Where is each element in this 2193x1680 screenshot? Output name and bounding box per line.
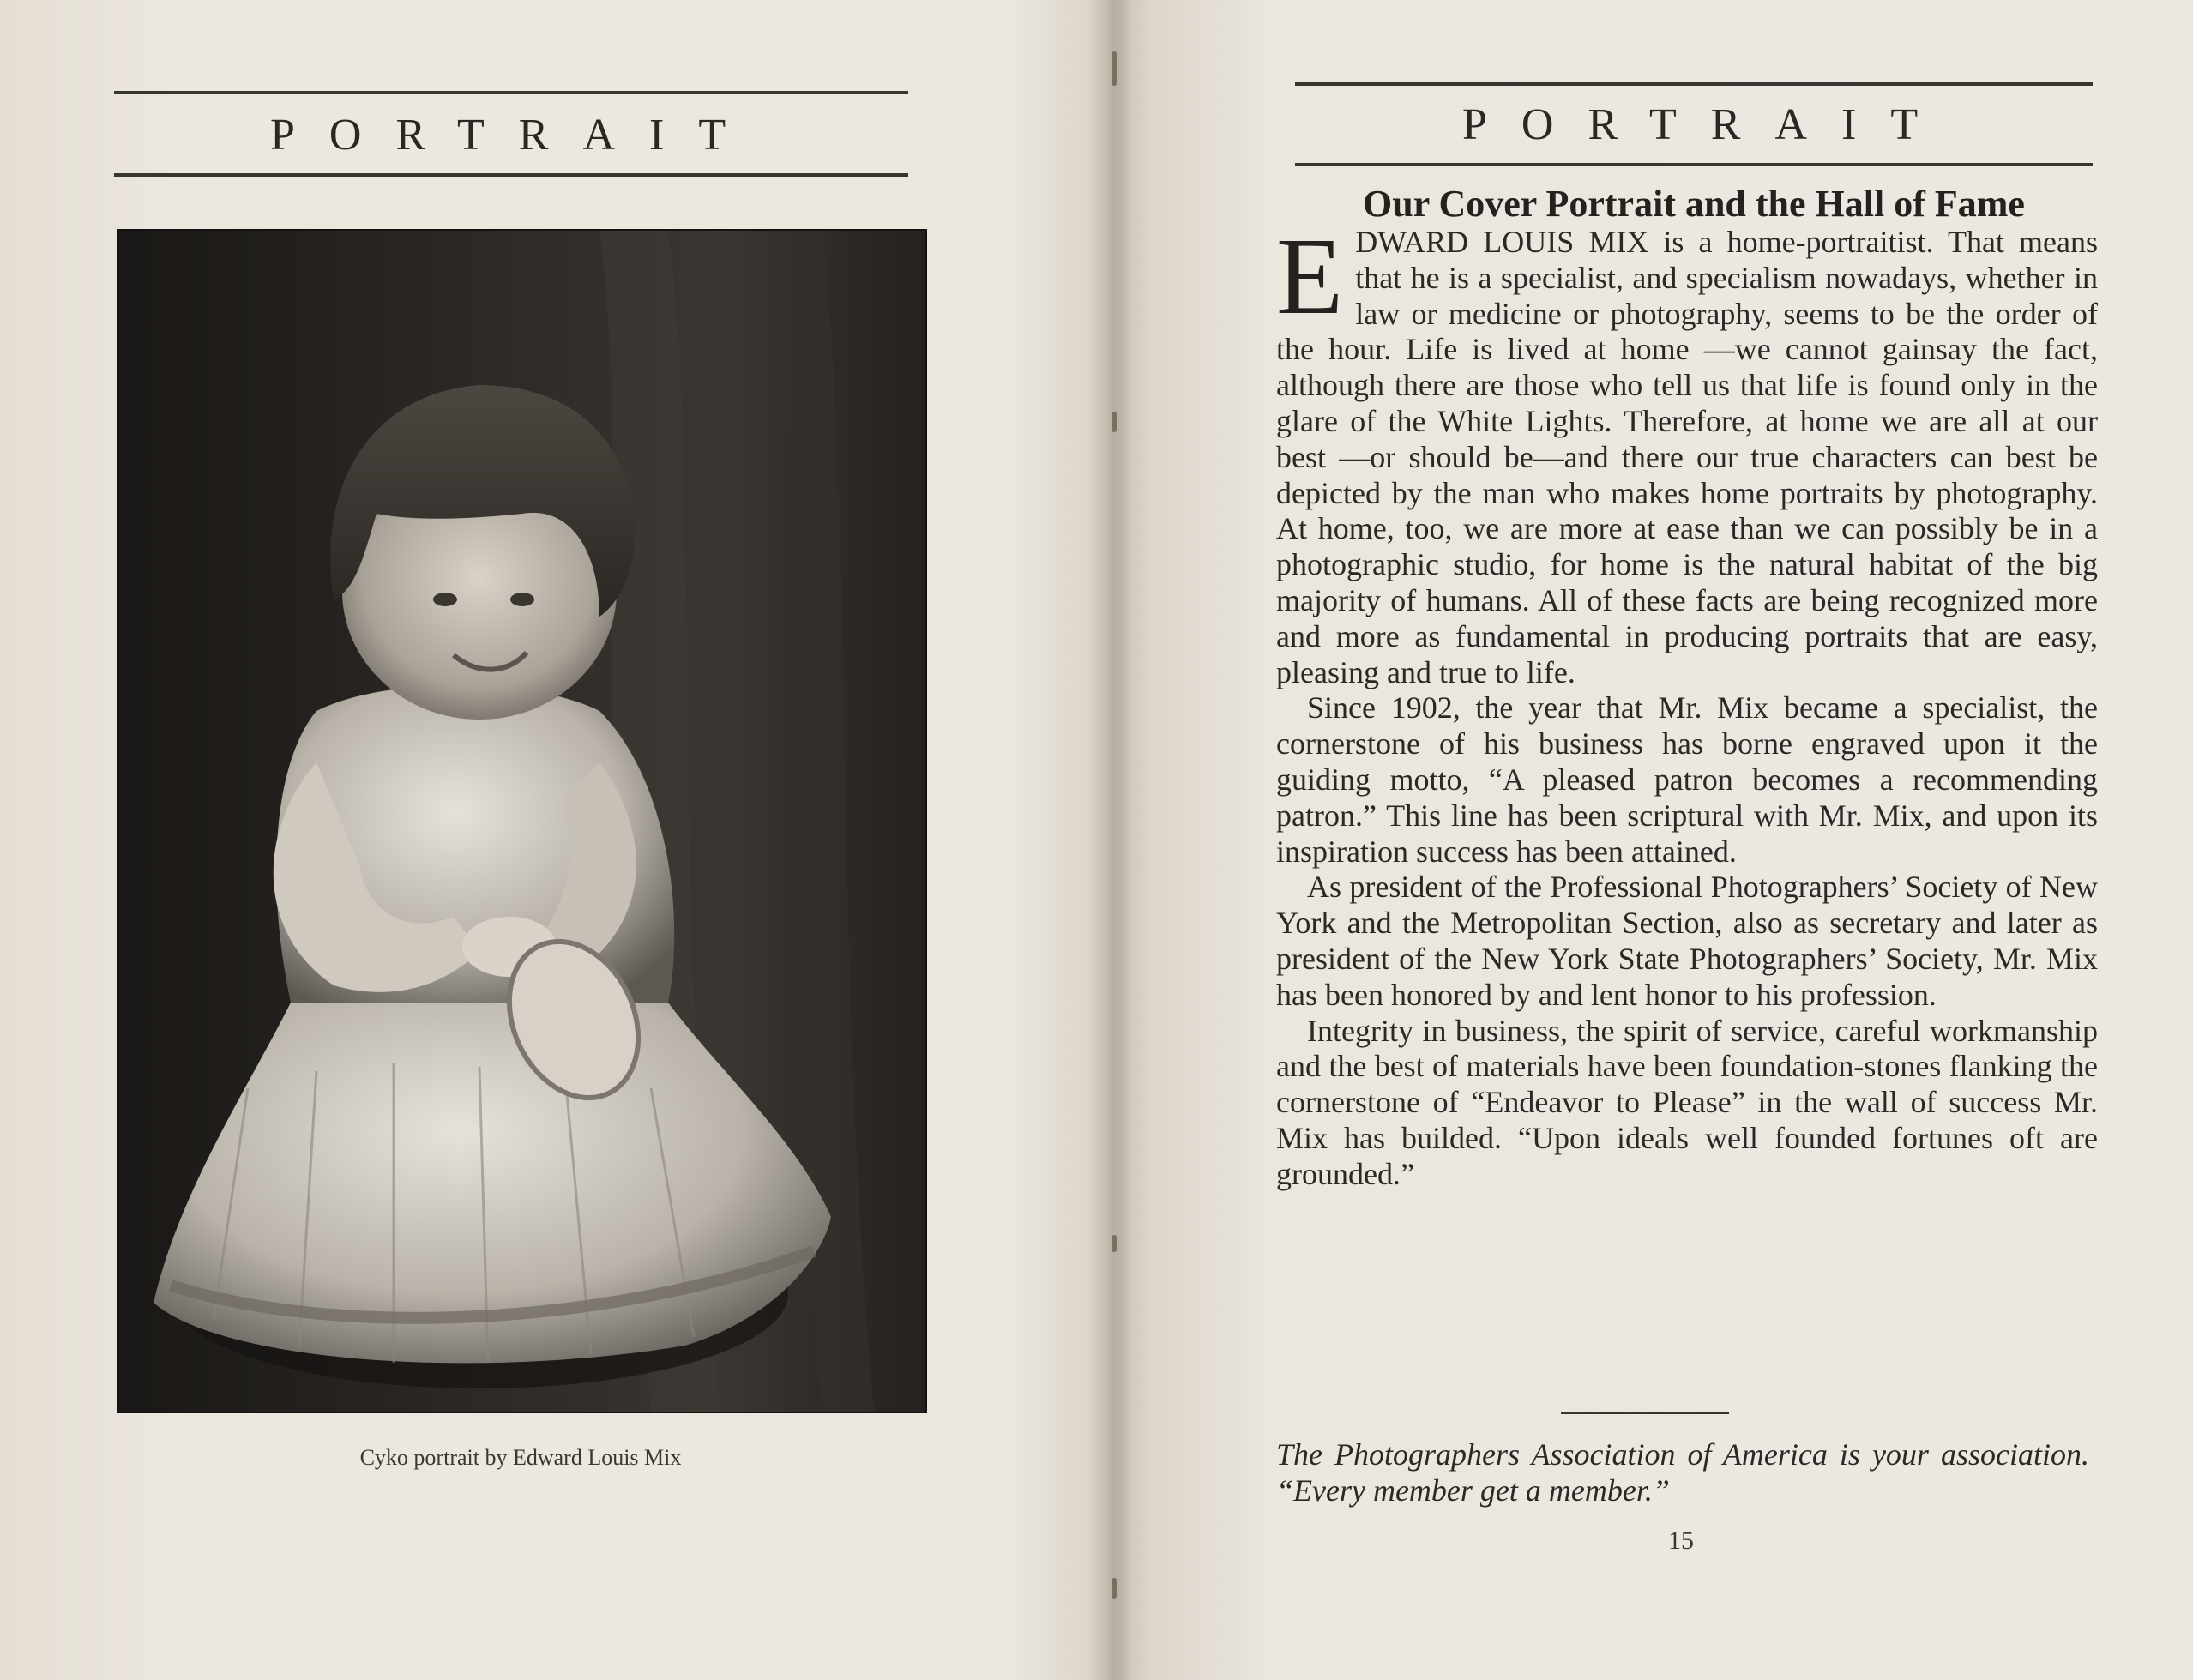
page-number: 15 xyxy=(1668,1526,1694,1555)
header-rule-top xyxy=(114,91,908,94)
running-head: PORTRAIT xyxy=(270,111,761,160)
paragraph-text: DWARD LOUIS MIX is a home-portraitist. That means that he is a specialist, and specialism nowadays, whether in law or medicine or photography, seems to be the order of the hour. Life is lived at home —we cannot gainsay the fact, although there are those who tell us that life is found only in the glare of the White Lights. Therefore, at home we are all at our best —or should be—and there our true characters can best be depicted by the man who makes home portraits by photography. At home, too, we are more at ease than we can possibly be in a photographic studio, for home is the natural habitat of the big majority of humans. All of these facts are being recognized more and more as fundamental in producing portraits that are easy, pleasing and true to life. xyxy=(1276,225,2098,689)
binding-staple xyxy=(1112,412,1117,432)
paragraph: Integrity in business, the spirit of service, careful workmanship and the best of materials have been foundation-stones flanking the cornerstone of “Endeavor to Please” in the wall of success Mr. Mix has builded. “Upon ideals well founded fortunes oft are grounded.” xyxy=(1276,1013,2098,1191)
child-portrait-icon xyxy=(119,231,925,1412)
paragraph: As president of the Professional Photographers’ Society of New York and the Metropolitan Section, also as secretary and later as president of the New York State Photographers’ Society, Mr. Mix has been honored by and lent honor to his profession. xyxy=(1276,870,2098,1012)
running-head: PORTRAIT xyxy=(1462,100,1953,149)
portrait-photo xyxy=(117,229,927,1413)
paragraph: Since 1902, the year that Mr. Mix became a specialist, the cornerstone of his business has borne engraved upon it the guiding motto, “A pleased patron becomes a recommending patron.” This line has been scriptural with Mr. Mix, and upon its inspiration success has been attained. xyxy=(1276,690,2098,869)
binding-staple xyxy=(1112,51,1117,86)
photo-caption: Cyko portrait by Edward Louis Mix xyxy=(359,1445,682,1470)
book-gutter xyxy=(1089,0,1132,1680)
drop-cap: E xyxy=(1276,215,1344,337)
section-divider xyxy=(1561,1412,1729,1414)
header-rule-top xyxy=(1295,82,2093,86)
binding-staple xyxy=(1112,1235,1117,1252)
paragraph xyxy=(1276,215,2098,690)
header-rule-bottom xyxy=(1295,163,2093,166)
footnote: The Photographers Association of America is your association. “Every member get a member.” xyxy=(1276,1437,2089,1508)
binding-staple xyxy=(1112,1578,1117,1599)
article-body xyxy=(1276,215,2098,1193)
article-title: Our Cover Portrait and the Hall of Fame xyxy=(1363,183,2025,225)
header-rule-bottom xyxy=(114,173,908,177)
